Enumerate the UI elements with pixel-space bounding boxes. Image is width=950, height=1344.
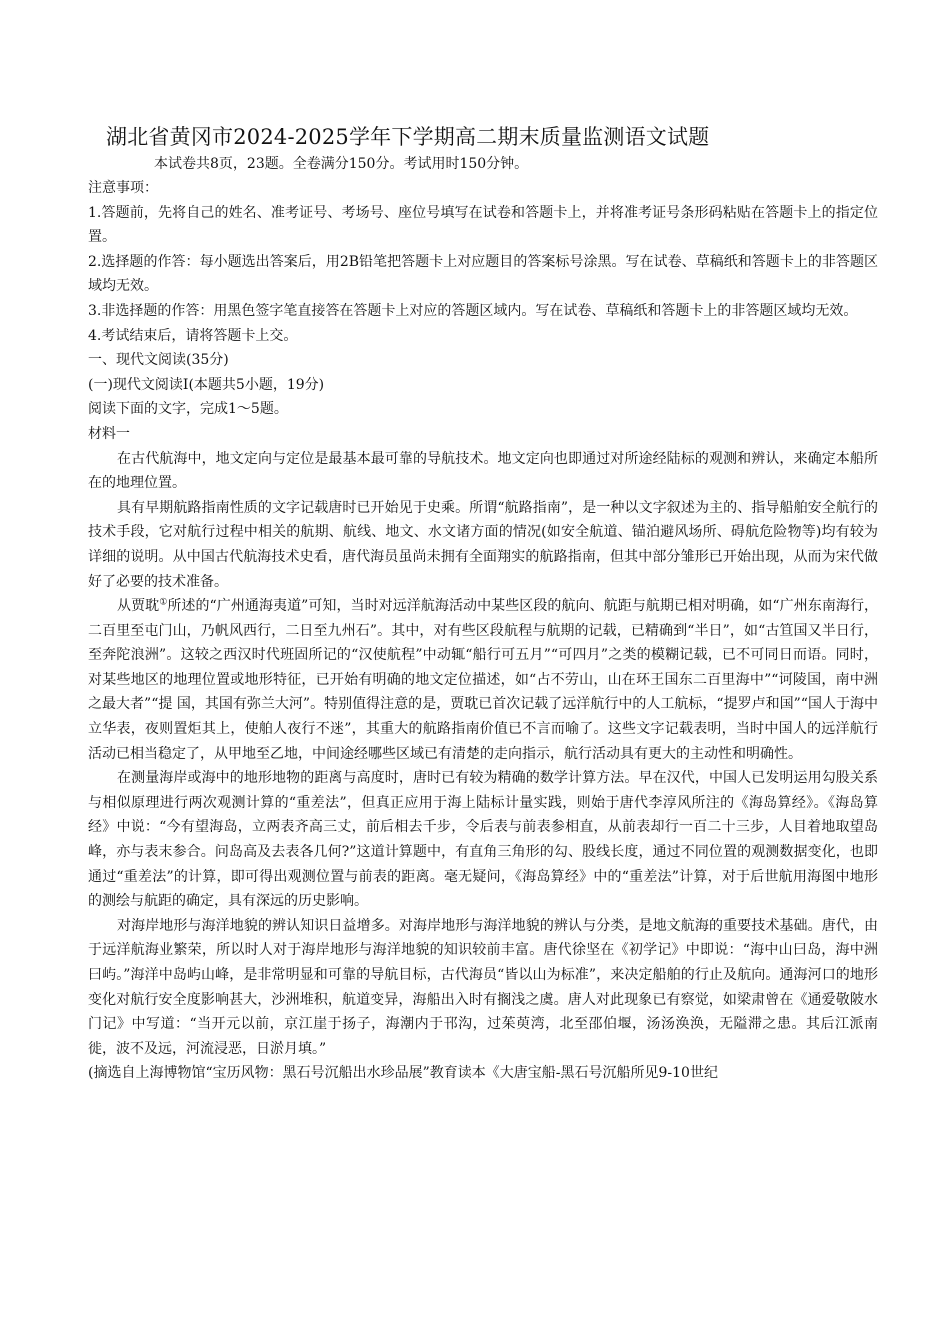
material-label: 材料一 [88, 425, 130, 442]
notes-heading: 注意事项： [88, 180, 158, 196]
exam-subtitle: 本试卷共8页，23题。全卷满分150分。考试用时150分钟。 [154, 156, 529, 172]
note-item-3: 3.非选择题的作答：用黑色签字笔直接答在答题卡上对应的答题区域内。写在试卷、草稿纸和答题卡上的非答题区域均无效。 [88, 302, 858, 319]
passage-source: (摘选自上海博物馆“宝历风物：黑石号沉船出水珍品展”教育读本《大唐宝船-黑石号沉船所见9-10世纪 [88, 1065, 718, 1082]
footnote-marker: ① [159, 597, 168, 608]
paragraph-3-lead: 从贾耽 [117, 598, 160, 615]
passage-paragraph-3 [88, 594, 878, 766]
section-heading: 一、现代文阅读(35分) [88, 352, 229, 369]
exam-page [88, 122, 878, 1086]
exam-title: 湖北省黄冈市2024-2025学年下学期高二期末质量监测语文试题 [106, 125, 710, 149]
note-item-1: 1.答题前，先将自己的姓名、准考证号、考场号、座位号填写在试卷和答题卡上，并将准考证号条形码粘贴在答题卡上的指定位置。 [88, 204, 878, 246]
passage-paragraph-4: 在测量海岸或海中的地形地物的距离与高度时，唐时已有较为精确的数学计算方法。早在汉代，中国人已发明运用勾股关系与相似原理进行两次观测计算的“重差法”，但真正应用于海上陆标计量实践，则始于唐代李淳风所注的《海岛算经》。《海岛算经》中说：“今有望海岛，立两表齐高三丈，前后相去千步，令后表与前表参相直，从前表却行一百二十三步，人目着地取望岛峰，亦与表末参合。问岛高及去表各几何?”这道计算题中，有直角三角形的勾、股线长度，通过不同位置的观测数据变化，也即通过“重差法”的计算，即可得出观测位置与前表的距离。毫无疑问，《海岛算经》中的“重差法”计算，对于后世航用海图中地形的测绘与航距的确定，具有深远的历史影响。 [88, 770, 878, 910]
passage-paragraph-2: 具有早期航路指南性质的文字记载唐时已开始见于史乘。所谓“航路指南”，是一种以文字叙述为主的、指导船舶安全航行的技术手段，它对航行过程中相关的航期、航线、地文、水文诸方面的情况(如安全航道、锚泊避风场所、碍航危险物等)均有较为详细的说明。从中国古代航海技术史看，唐代海员虽尚未拥有全面翔实的航路指南，但其中部分雏形已开始出现，从而为宋代做好了必要的技术准备。 [88, 499, 878, 590]
note-item-4: 4.考试结束后，请将答题卡上交。 [88, 327, 298, 344]
paragraph-3-body: 所述的“广州通海夷道”可知，当时对远洋航海活动中某些区段的航向、航距与航期已相对明确，如“广州东南海行，二百里至屯门山，乃帆风西行，二日至九州石”。其中，对有些区段航程与航期的记载，已精确到“半日”，如“古笪国又半日行，至奔陀浪洲”。这较之西汉时代班固所记的“汉使航程”中动辄“船行可五月”“可四月”之类的模糊记载，已不可同日而语。同时，对某些地区的地理位置或地形特征，已开始有明确的地文定位描述，如“占不劳山，山在环王国东二百里海中”“诃陵国，南中洲之最大者”“提 国，其国有弥兰大河”。特别值得注意的是，贾耽已首次记载了远洋航行中的人工航标，“提罗卢和国”“国人于海中立华表，夜则置炬其上，使舶人夜行不迷”，其重大的航路指南价值已不言而喻了。这些文字记载表明，当时中国人的远洋航行活动已相当稳定了，从甲地至乙地，中间途经哪些区域已有清楚的走向指示，航行活动具有更大的主动性和明确性。 [88, 598, 879, 762]
subsection-heading: (一)现代文阅读Ⅰ(本题共5小题，19分) [88, 376, 325, 393]
reading-instruction: 阅读下面的文字，完成1～5题。 [88, 401, 288, 418]
note-item-2: 2.选择题的作答：每小题选出答案后，用2B铅笔把答题卡上对应题目的答案标号涂黑。写在试卷、草稿纸和答题卡上的非答题区域均无效。 [88, 253, 878, 295]
passage-paragraph-1: 在古代航海中，地文定向与定位是最基本最可靠的导航技术。地文定向也即通过对所途经陆标的观测和辨认，来确定本船所在的地理位置。 [88, 450, 878, 492]
passage-paragraph-5: 对海岸地形与海洋地貌的辨认知识日益增多。对海岸地形与海洋地貌的辨认与分类，是地文航海的重要技术基础。唐代，由于远洋航海业繁荣，所以时人对于海岸地形与海洋地貌的知识较前丰富。唐代徐坚在《初学记》中即说：“海中山曰岛，海中洲曰屿。”海洋中岛屿山峰，是非常明显和可靠的导航目标，古代海员“皆以山为标准”，来决定船舶的行止及航向。通海河口的地形变化对航行安全度影响甚大，沙洲堆积，航道变异，海船出入时有搁浅之虞。唐人对此现象已有察觉，如梁肃曾在《通爱敬陂水门记》中写道：“当开元以前，京江崖于扬子，海潮内于邗沟，过茱萸湾，北至邵伯堰，汤汤涣涣，无隘滞之患。其后江派南徙，波不及远，河流浸恶，日淤月填。” [88, 917, 878, 1057]
